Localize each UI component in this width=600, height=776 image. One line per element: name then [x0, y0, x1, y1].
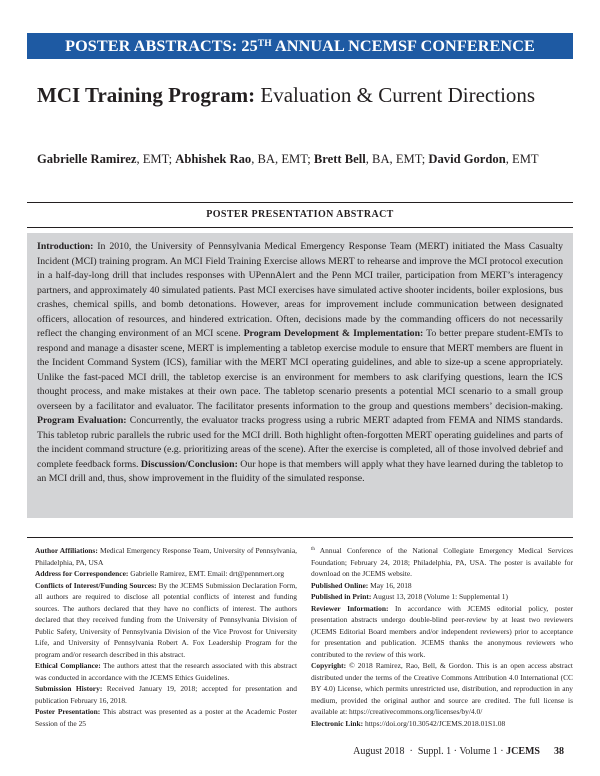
- info-item: [35, 568, 297, 580]
- abstract-text: Our hope is that members will apply what they have learned during the tabletop to an MCI drill and, thus, show improvement in the fluidity of the simulated response.: [37, 458, 563, 484]
- info-text: Gabrielle Ramirez, EMT. Email: drt@pennmert.org: [128, 569, 285, 578]
- info-item: [35, 660, 297, 683]
- info-text: Medical Emergency Response Team, University of Pennsylvania, Philadelphia, PA, USA: [35, 546, 298, 567]
- page-number: 38: [554, 746, 564, 757]
- info-item: [311, 660, 573, 718]
- author-credentials: , BA, EMT;: [251, 152, 314, 166]
- banner-superscript: TH: [257, 39, 272, 49]
- info-item: [35, 706, 297, 729]
- abstract-body: [37, 240, 563, 487]
- article-info-right: [311, 545, 573, 729]
- info-text: This abstract was presented as a poster at the Academic Poster Session of the 25: [35, 707, 298, 728]
- divider-bottom: [27, 537, 573, 538]
- author-name: Gabrielle Ramirez: [37, 152, 137, 166]
- info-item: [311, 580, 573, 592]
- section-banner: [27, 33, 573, 59]
- article-title: [37, 82, 577, 108]
- author-credentials: , EMT;: [136, 152, 176, 166]
- info-item: [311, 603, 573, 661]
- info-label: Electronic Link:: [311, 718, 364, 728]
- abstract-label: Discussion/Conclusion:: [140, 458, 238, 470]
- info-text: In accordance with JCEMS editorial policy, poster presentation abstracts undergo double-blind peer-review by at least two reviewers (JCEMS Editorial Board members and/or independent reviewers) prior to acceptance for presentation and publication. JCEMS thanks the anonymous reviewers who contributed to the review of this work.: [311, 603, 573, 659]
- author-name: Abhishek Rao: [175, 152, 252, 166]
- info-label: Copyright:: [311, 661, 347, 670]
- banner-prefix: POSTER ABSTRACTS: 25: [65, 37, 258, 55]
- divider-abstract: [27, 227, 573, 228]
- author-name: Brett Bell: [313, 152, 366, 166]
- info-item: [35, 545, 297, 568]
- info-label: Published Online:: [311, 580, 369, 590]
- info-label: Reviewer Information:: [311, 603, 389, 613]
- info-label: Submission History:: [35, 684, 103, 693]
- info-text: Annual Conference of the National Collegiate Emergency Medical Services Foundation; February 24, 2018; Philadelphia, PA, USA. The poster is available for download on the JCEMS website.: [311, 546, 573, 578]
- info-item: [35, 683, 297, 706]
- page-footer: [300, 745, 564, 759]
- abstract-heading: POSTER PRESENTATION ABSTRACT: [206, 209, 394, 220]
- info-text: August 13, 2018 (Volume 1: Supplemental 1): [371, 592, 508, 601]
- abstract-text: To better prepare student-EMTs to respond and manage a disaster scene, MERT is implementing a tabletop exercise module to ensure that MERT members are fluent in the Incident Command System (ICS), familiar with the MERT MCI operating guidelines, and able to size-up a scene appropriately. Unlike the fast-paced MCI drill, the tabletop exercise is an environment for members to ask clarifying questions, learn the ICS thought process, and make mistakes at their own pace. The tabletop scenario presents a potential MCI scenario to a small group overseen by a facilitator and evaluator. The facilitator presents information to the group and questions members’ decision-making.: [37, 328, 563, 412]
- abstract-label: Program Evaluation:: [37, 415, 127, 426]
- abstract-text: In 2010, the University of Pennsylvania Medical Emergency Response Team (MERT) initiated the Mass Casualty Incident (MCI) training program. An MCI Field Training Exercise allows MERT to rehearse and improve the MCI protocol execution in a half-day-long drill that includes responses with UPennAlert and the Penn MCI trailer, participation from MERT’s interagency partners, and approximately 40 simulated patients. Past MCI exercises have simulated active shooter incidents, boiler explosions, bus crashes, chemical spills, and bomb detonations. However, areas for improvement include communication between designated officers, allocation of resources, and hindered extrication. Often, decisions made by the commanding officers do not necessarily reflect the changing environment of an MCI scene.: [37, 241, 563, 339]
- footer-issue: August 2018 · Suppl. 1 · Volume 1 ·: [353, 746, 507, 757]
- abstract-label: Introduction:: [37, 241, 94, 252]
- divider-top: [27, 202, 573, 203]
- footer-journal: JCEMS: [506, 746, 540, 757]
- info-label: Published in Print:: [311, 592, 372, 601]
- info-text: The authors attest that the research associated with this abstract was conducted in accordance with the JCEMS Ethics Guidelines.: [35, 661, 298, 682]
- info-label: Ethical Compliance:: [35, 661, 101, 670]
- info-item: [311, 718, 573, 730]
- info-text: May 16, 2018: [368, 580, 412, 590]
- info-label: Conflicts of Interest/Funding Sources:: [35, 580, 157, 590]
- info-text: Received January 19, 2018; accepted for presentation and publication February 16, 2018.: [35, 684, 297, 705]
- info-label: Poster Presentation:: [35, 707, 101, 716]
- author-credentials: , EMT: [505, 152, 539, 166]
- abstract-label: Program Development & Implementation:: [243, 328, 424, 339]
- info-label: Author Affiliations:: [35, 546, 98, 555]
- article-info-left: [35, 545, 297, 729]
- info-superscript: th: [311, 547, 315, 552]
- abstract-text: Concurrently, the evaluator tracks progress using a rubric MERT adapted from FEMA and NIMS standards. This tabletop rubric parallels the rubric used for the MCI drill. Both highlight often-forgotten MERT operating guidelines and parts of the incident command structure (e.g. prioritizing areas of the scene). After the exercise is completed, all of those involved debrief and complete feedback forms.: [37, 415, 563, 470]
- info-label: Address for Correspondence:: [35, 569, 129, 578]
- title-bold: MCI Training Program:: [37, 83, 256, 107]
- info-text: By the JCEMS Submission Declaration Form, all authors are required to disclose all potential conflicts of interest and funding sources. The authors declared that they have no conflicts of interest. The authors declared that they received funding from the University of Pennsylvania Division of Public Safety, University of Pennsylvania Division of the Vice Provost for University Life, and University of Pennsylvania Robert A. Fox Leadership Program for the program and/or research described in this abstract.: [35, 580, 297, 659]
- info-continuation: [311, 545, 573, 580]
- author-list: [37, 150, 577, 168]
- title-rest: Evaluation & Current Directions: [255, 83, 536, 107]
- info-text: https://doi.org/10.30542/JCEMS.2018.01S1.08: [363, 718, 506, 728]
- info-item: [35, 580, 297, 661]
- info-text: © 2018 Ramirez, Rao, Bell, & Gordon. This is an open access abstract distributed under the terms of the Creative Commons Attribution 4.0 International (CC BY 4.0) License, which permits unrestricted use, distribution, and reproduction in any medium, provided the original author and source are credited. The full license is available at: https://creativecommons.org/licenses/by/4.0/: [311, 661, 573, 716]
- info-item: [311, 591, 573, 603]
- banner-suffix: ANNUAL NCEMSF CONFERENCE: [271, 37, 535, 55]
- author-name: David Gordon: [428, 152, 506, 166]
- author-credentials: , BA, EMT;: [365, 152, 429, 166]
